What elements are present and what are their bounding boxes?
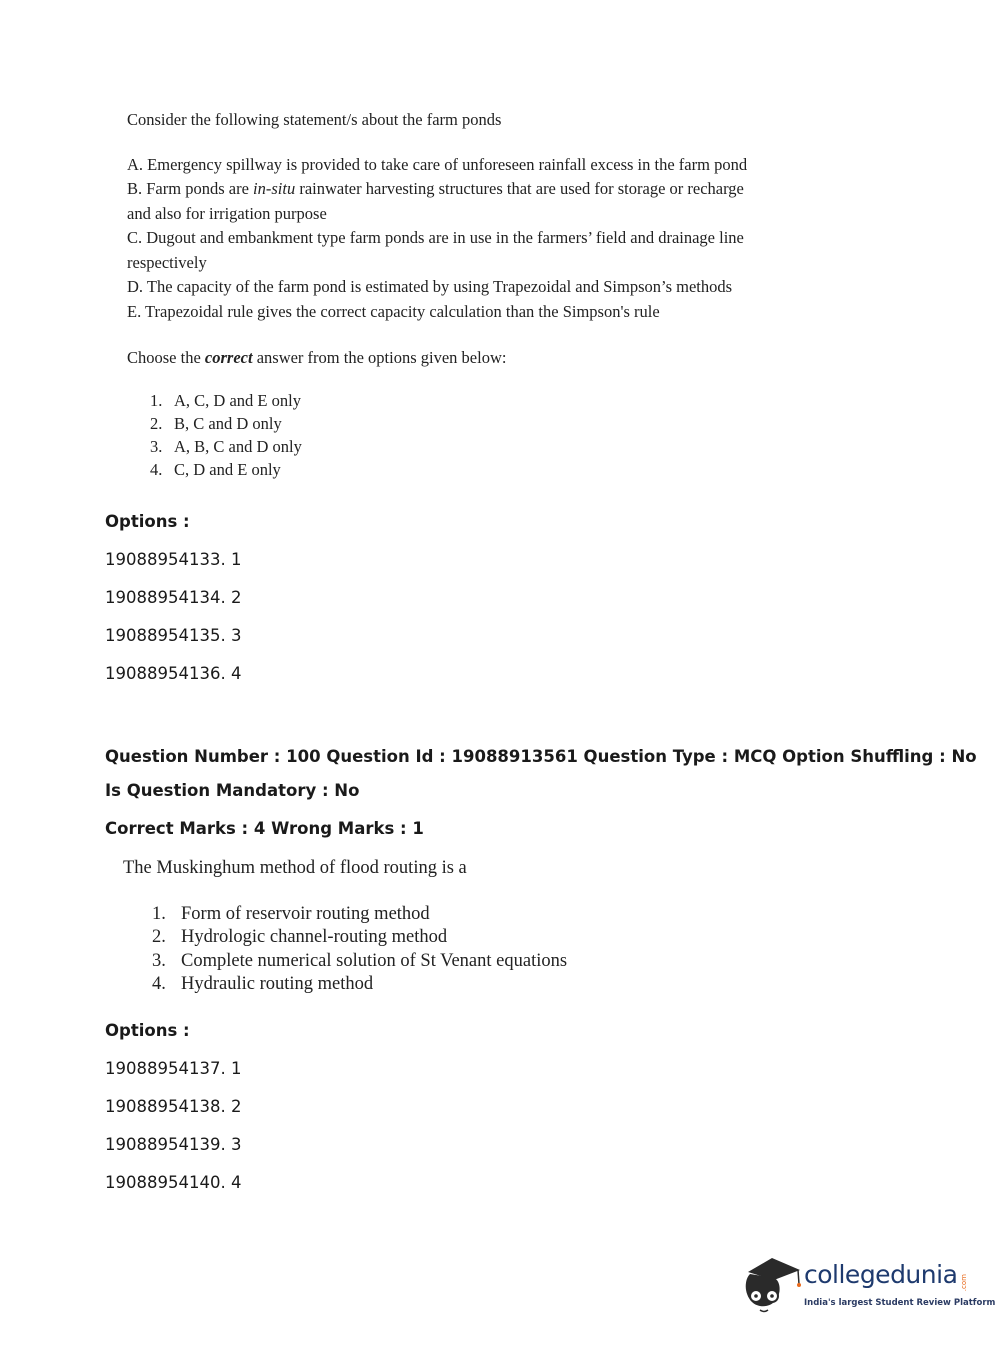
option-id-row: 19088954137. 1 (105, 1059, 242, 1078)
option-id-row: 19088954134. 2 (105, 588, 242, 607)
statement-b-text-after: rainwater harvesting structures that are used for storage or recharge and also for irrigation purpose (127, 179, 744, 223)
choose-italic: correct (204, 348, 253, 367)
list-item (150, 435, 767, 458)
list-item-text: A, C, D and E only (174, 390, 301, 410)
list-item-text: C, D and E only (174, 459, 281, 479)
statement-b (127, 177, 767, 226)
question2-mandatory: Is Question Mandatory : No (105, 781, 360, 800)
question2-marks: Correct Marks : 4 Wrong Marks : 1 (105, 819, 424, 838)
list-item-text: A, B, C and D only (174, 436, 302, 456)
list-item (152, 973, 723, 997)
statement-a (127, 153, 767, 178)
list-item-text: B, C and D only (174, 413, 282, 433)
list-item-number: 3. (150, 436, 163, 456)
statement-e (127, 300, 767, 325)
question2-options-label: Options : (105, 1021, 190, 1040)
list-item-text: Hydrologic channel-routing method (181, 927, 448, 947)
list-item-number: 2. (150, 413, 163, 433)
statement-c (127, 226, 767, 275)
list-item-number: 2. (152, 927, 166, 947)
logo-wordmark: collegedunia (804, 1260, 958, 1289)
option-id-row: 19088954136. 4 (105, 664, 242, 683)
question1-intro: Consider the following statement/s about the farm ponds (127, 110, 502, 129)
question1-answer-list (127, 389, 767, 481)
statement-e-text: E. Trapezoidal rule gives the correct capacity calculation than the Simpson's rule (127, 301, 660, 321)
question2-meta-line: Question Number : 100 Question Id : 19088913561 Question Type : MCQ Option Shuffling : No (105, 747, 977, 766)
option-id-row: 19088954135. 3 (105, 626, 242, 645)
list-item (150, 389, 767, 412)
option-id-row: 19088954139. 3 (105, 1135, 242, 1154)
statement-c-text: C. Dugout and embankment type farm ponds are in use in the farmers’ field and drainage line respectively (127, 228, 744, 272)
option-id-row: 19088954133. 1 (105, 550, 242, 569)
list-item-number: 4. (150, 459, 163, 479)
mascot-icon (742, 1250, 802, 1320)
statement-a-text: A. Emergency spillway is provided to take care of unforeseen rainfall excess in the farm pond (127, 154, 748, 174)
list-item-text: Form of reservoir routing method (181, 903, 430, 924)
collegedunia-logo (742, 1250, 996, 1320)
list-item-number: 1. (152, 903, 166, 924)
question2-block (123, 857, 723, 997)
option-id-row: 19088954138. 2 (105, 1097, 242, 1116)
list-item-number: 1. (150, 390, 163, 410)
list-item-text: Complete numerical solution of St Venant equations (181, 950, 568, 971)
list-item (152, 903, 723, 927)
statement-d (127, 275, 767, 300)
list-item-number: 3. (152, 950, 166, 971)
question1-options-label: Options : (105, 512, 190, 531)
list-item (150, 412, 767, 435)
question2-intro: The Muskinghum method of flood routing is a (123, 858, 467, 878)
choose-text-before: Choose the (127, 348, 205, 367)
logo-tagline: India's largest Student Review Platform (804, 1298, 996, 1308)
logo-suffix: .com (960, 1274, 968, 1292)
list-item (152, 926, 723, 950)
list-item-number: 4. (152, 974, 166, 994)
question2-answer-list (123, 903, 723, 997)
choose-instruction (127, 346, 767, 371)
statement-b-text: B. Farm ponds are (127, 179, 254, 198)
statement-d-text: D. The capacity of the farm pond is estimated by using Trapezoidal and Simpson’s methods (127, 277, 733, 296)
option-id-row: 19088954140. 4 (105, 1173, 242, 1192)
choose-text-after: answer from the options given below: (252, 348, 507, 367)
list-item (150, 458, 767, 481)
statement-b-italic: in-situ (253, 179, 296, 198)
list-item-text: Hydraulic routing method (181, 974, 374, 994)
question1-block (127, 108, 767, 481)
list-item (152, 950, 723, 974)
